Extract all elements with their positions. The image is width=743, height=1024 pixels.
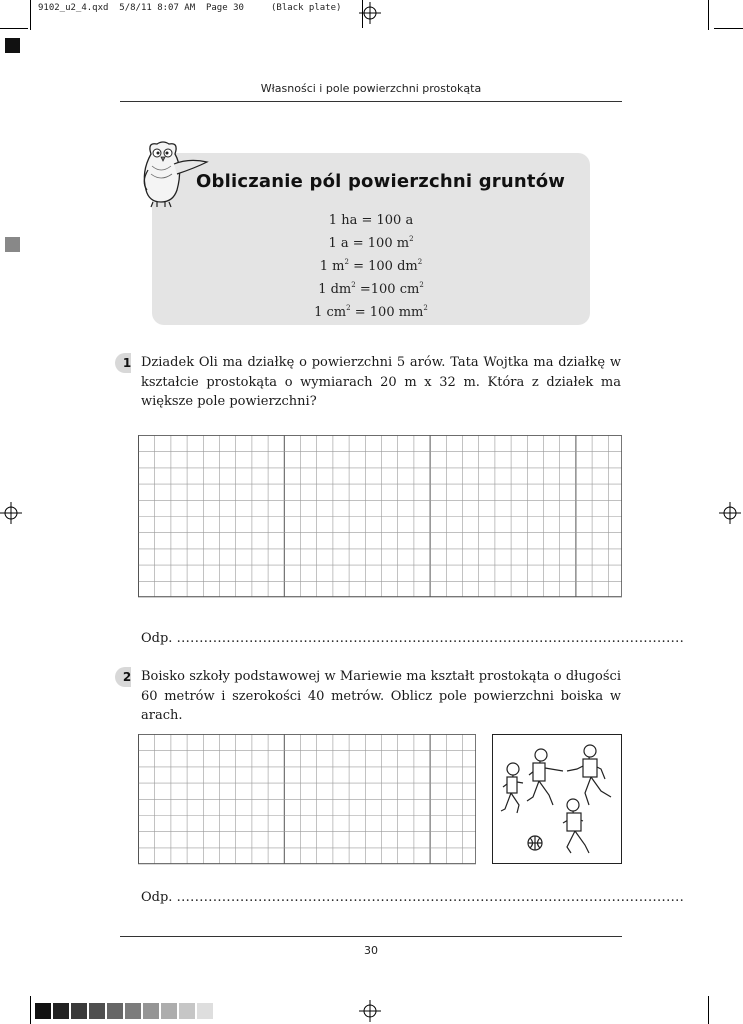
registration-mark-bottom-icon	[359, 1000, 381, 1022]
running-header-title: Własności i pole powierzchni prostokąta	[260, 82, 482, 95]
task-2-text: Boisko szkoły podstawowej w Mariewie ma kształt prostokąta o długości 60 metrów i szerokości 40 metrów. Oblicz pole powierzchni boiska w arach.	[141, 669, 621, 723]
page-number: 30	[364, 944, 378, 957]
task-number-badge: 1	[118, 353, 136, 373]
illustration-frame	[492, 734, 622, 864]
answer-line-1[interactable]	[141, 631, 685, 646]
color-bar-swatch	[71, 1003, 87, 1019]
task-number-badge: 2	[118, 667, 136, 687]
color-bar-swatch	[125, 1003, 141, 1019]
color-bar-swatch	[35, 1003, 51, 1019]
info-box-title: Obliczanie pól powierzchni gruntów	[196, 171, 566, 192]
print-slug: 9102_u2_4.qxd 5/8/11 8:07 AM Page 30 (Black plate)	[38, 3, 342, 13]
color-bar-swatch	[89, 1003, 105, 1019]
answer-line-2[interactable]	[141, 890, 685, 905]
registration-mark-left-icon	[0, 502, 22, 524]
conversion-row: 1 ha = 100 a	[328, 213, 414, 228]
conversion-row: 1 $cm^2 = 100$ $mm^2$	[314, 304, 428, 320]
color-bar-swatch	[197, 1003, 213, 1019]
footer-rule	[120, 936, 622, 937]
answer-dots: ................................................................................................................	[176, 890, 685, 905]
answer-label: Odp.	[141, 890, 173, 905]
color-bar-swatch	[143, 1003, 159, 1019]
squared-grid-1[interactable]	[138, 435, 622, 597]
conversion-row: 1 $m^2 = 100$ $dm^2$	[319, 258, 423, 274]
children-playing-ball-icon	[493, 735, 621, 863]
registration-mark-top-icon	[359, 2, 381, 24]
header-rule	[120, 101, 622, 102]
conversion-row: 1 $dm^2 =100$ $cm^2$	[318, 281, 424, 297]
crop-mark-top-left	[30, 0, 31, 30]
answer-label: Odp.	[141, 631, 173, 646]
info-box	[152, 153, 590, 325]
owl-mascot-icon	[137, 138, 213, 210]
color-bar-swatch	[179, 1003, 195, 1019]
conversion-row: 1 a = 100 $m^2$	[328, 235, 414, 251]
color-bar-swatch	[53, 1003, 69, 1019]
crop-mark-top-right	[708, 0, 709, 30]
crop-mark-left-top	[0, 28, 28, 29]
crop-mark-right-top	[714, 28, 743, 29]
unit-conversion-list	[152, 211, 590, 322]
color-bar-swatch	[107, 1003, 123, 1019]
black-registration-square	[5, 38, 20, 53]
crop-mark-bottom-left	[30, 996, 31, 1024]
gray-registration-square	[5, 237, 20, 252]
squared-grid-2[interactable]	[138, 734, 476, 864]
answer-dots: ................................................................................................................	[176, 631, 685, 646]
task-1-text: Dziadek Oli ma działkę o powierzchni 5 arów. Tata Wojtka ma działkę w kształcie prostokąta o wymiarach 20 m x 32 m. Która z działek ma większe pole powierzchni?	[141, 355, 621, 409]
crop-mark-bottom-right	[708, 996, 709, 1024]
registration-mark-right-icon	[719, 502, 741, 524]
color-bar-swatch	[161, 1003, 177, 1019]
